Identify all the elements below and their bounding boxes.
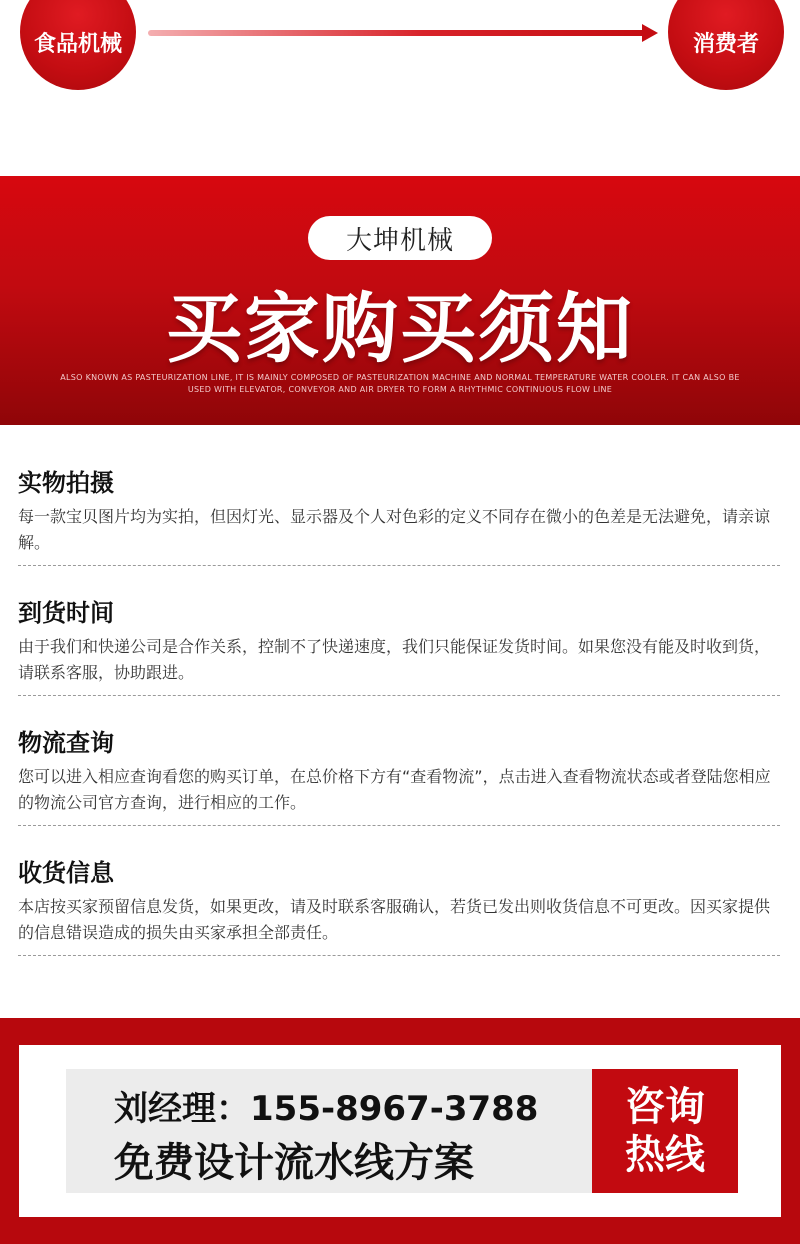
brand-name: 大坤机械 [345, 225, 454, 256]
flow-header [0, 0, 800, 100]
section-divider [18, 825, 780, 826]
section-divider [18, 565, 780, 566]
hotline-badge [592, 1069, 738, 1193]
contact-phone: 刘经理：155-8967-3788 [114, 1089, 539, 1129]
flow-to-label: 消费者 [692, 31, 759, 57]
section-title: 实物拍摄 [18, 469, 114, 497]
flow-from-label: 食品机械 [33, 31, 122, 57]
section-divider [18, 695, 780, 696]
section-logistics [18, 726, 780, 816]
hotline-label-2: 热线 [625, 1132, 705, 1178]
flow-from-badge [20, 0, 136, 90]
contact-info-box [66, 1069, 592, 1193]
section-title: 收货信息 [18, 859, 114, 887]
flow-arrow-line [148, 30, 648, 36]
hotline-label-1: 咨询 [625, 1084, 705, 1130]
contact-footer [0, 1018, 800, 1244]
section-body: 您可以进入相应查询看您的购买订单，在总价格下方有“查看物流”，点击进入查看物流状态或者登陆您相应的物流公司官方查询，进行相应的工作。 [18, 767, 771, 812]
banner-subtitle: ALSO KNOWN AS PASTEURIZATION LINE, IT IS MAINLY COMPOSED OF PASTEURIZATION MACHINE AND NORMAL TEMPERATURE WATER COOLER. IT CAN ALSO BE USED WITH ELEVATOR, CONVEYOR AND AIR DRYER TO FORM A RHYTHMIC CONTINUOUS FLOW LINE [60, 373, 740, 394]
brand-pill [308, 216, 492, 260]
notice-banner [0, 176, 800, 425]
section-photos [18, 466, 780, 556]
section-divider [18, 955, 780, 956]
section-delivery-time [18, 596, 780, 686]
section-body: 本店按买家预留信息发货，如果更改，请及时联系客服确认，若货已发出则收货信息不可更改。因买家提供的信息错误造成的损失由买家承担全部责任。 [18, 897, 771, 942]
contact-panel [19, 1045, 781, 1217]
section-title: 物流查询 [18, 729, 114, 757]
arrow-right-icon [642, 24, 658, 42]
section-body: 由于我们和快递公司是合作关系，控制不了快递速度，我们只能保证发货时间。如果您没有能及时收到货，请联系客服，协助跟进。 [18, 637, 771, 682]
section-shipping-info [18, 856, 780, 946]
section-body: 每一款宝贝图片均为实拍，但因灯光、显示器及个人对色彩的定义不同存在微小的色差是无法避免，请亲谅解。 [18, 507, 771, 552]
flow-to-badge [668, 0, 784, 90]
banner-title: 买家购买须知 [166, 284, 634, 373]
section-title: 到货时间 [18, 599, 114, 627]
contact-service: 免费设计流水线方案 [114, 1140, 474, 1186]
